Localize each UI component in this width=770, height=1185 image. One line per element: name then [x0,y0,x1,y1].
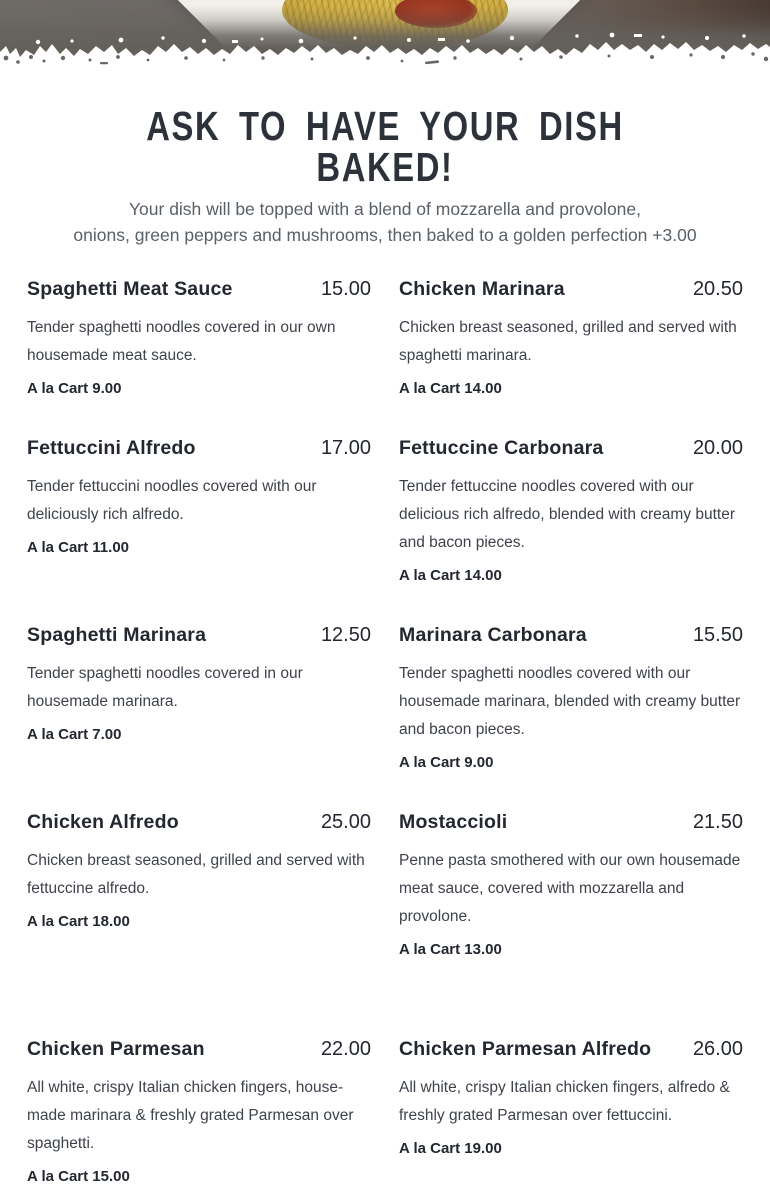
menu-row [27,1038,743,1185]
item-name: Marinara Carbonara [399,624,587,646]
item-alacart-price: A la Cart 11.00 [27,539,130,556]
item-description: Tender fettuccine noodles covered with our delicious rich alfredo, blended with creamy butter and bacon pieces. [399,478,736,551]
item-name: Mostaccioli [399,811,508,833]
item-price: 20.50 [692,278,743,300]
item-description: Tender spaghetti noodles covered with our housemade marinara, blended with creamy butter and bacon pieces. [399,665,741,738]
item-price: 25.00 [320,811,371,833]
item-alacart-price: A la Cart 19.00 [399,1140,502,1157]
item-price: 15.50 [692,624,743,646]
menu-row [27,278,743,397]
item-name: Chicken Marinara [399,278,565,300]
menu-row [27,624,743,771]
item-price: 12.50 [320,624,371,646]
item-price: 15.00 [320,278,371,300]
menu-item [399,624,743,771]
item-name: Chicken Parmesan Alfredo [399,1038,652,1060]
intro-section [0,103,770,248]
grunge-torn-edge [0,0,770,66]
menu-item [27,811,371,958]
item-name: Fettuccine Carbonara [399,437,604,459]
item-description: Chicken breast seasoned, grilled and served with fettuccine alfredo. [27,852,365,897]
menu-item [399,811,743,958]
menu-row [27,437,743,584]
item-price: 22.00 [320,1038,371,1060]
menu-list [27,278,743,1185]
menu-item [399,1038,743,1185]
page-title: ASK TO HAVE YOUR DISH BAKED! [146,103,624,190]
subtitle-line-2: onions, green peppers and mushrooms, then baked to a golden perfection +3.00 [73,225,697,245]
menu-item [27,1038,371,1185]
item-alacart-price: A la Cart 14.00 [399,380,502,397]
item-description: Penne pasta smothered with our own housemade meat sauce, covered with mozzarella and provolone. [399,852,741,925]
item-price: 26.00 [692,1038,743,1060]
item-alacart-price: A la Cart 7.00 [27,726,122,743]
item-alacart-price: A la Cart 15.00 [27,1168,130,1185]
item-name: Chicken Alfredo [27,811,179,833]
menu-item [27,278,371,397]
item-description: Tender spaghetti noodles covered in our housemade marinara. [27,665,303,710]
item-price: 21.50 [692,811,743,833]
menu-row [27,811,743,958]
menu-item [27,437,371,584]
item-alacart-price: A la Cart 13.00 [399,941,502,958]
item-description: Chicken breast seasoned, grilled and served with spaghetti marinara. [399,319,737,364]
item-alacart-price: A la Cart 18.00 [27,913,130,930]
menu-item [27,624,371,771]
item-description: Tender spaghetti noodles covered in our own housemade meat sauce. [27,319,336,364]
hero-photo [0,0,770,66]
item-description: All white, crispy Italian chicken fingers, alfredo & freshly grated Parmesan over fettuccini. [399,1079,730,1124]
item-description: All white, crispy Italian chicken fingers, house-made marinara & freshly grated Parmesan over spaghetti. [27,1079,354,1152]
item-name: Spaghetti Meat Sauce [27,278,233,300]
item-price: 17.00 [320,437,371,459]
item-alacart-price: A la Cart 9.00 [27,380,122,397]
subtitle-line-1: Your dish will be topped with a blend of mozzarella and provolone, [128,199,642,219]
item-name: Fettuccini Alfredo [27,437,196,459]
menu-item [399,278,743,397]
menu-item [399,437,743,584]
item-name: Chicken Parmesan [27,1038,205,1060]
item-alacart-price: A la Cart 9.00 [399,754,494,771]
item-price: 20.00 [692,437,743,459]
item-alacart-price: A la Cart 14.00 [399,567,502,584]
item-description: Tender fettuccini noodles covered with our deliciously rich alfredo. [27,478,317,523]
item-name: Spaghetti Marinara [27,624,207,646]
